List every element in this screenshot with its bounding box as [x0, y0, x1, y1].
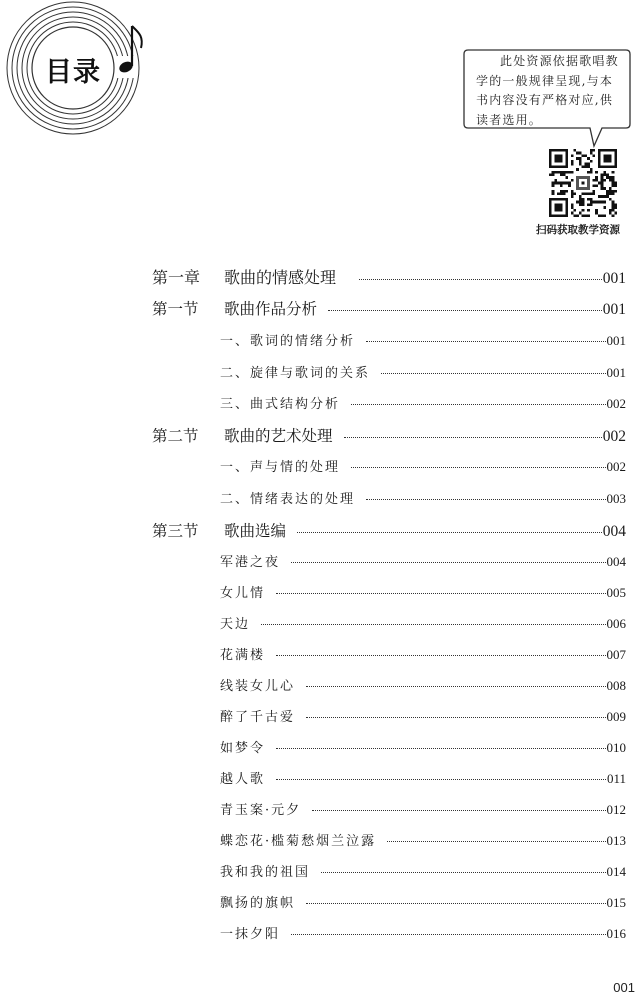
toc-item[interactable] [220, 706, 626, 725]
toc-leader-dots [261, 624, 605, 625]
toc-leader-dots [359, 279, 602, 280]
toc-leader-dots [381, 373, 605, 374]
toc-section[interactable] [152, 297, 626, 319]
toc-title: 天边 [220, 617, 251, 632]
toc-leader-dots [366, 499, 605, 500]
toc-page-number: 014 [606, 864, 626, 879]
toc-item[interactable] [220, 830, 626, 849]
toc-label: 第一节 [152, 300, 199, 318]
toc-leader-dots [306, 903, 605, 904]
toc-title: 军港之夜 [220, 555, 281, 570]
toc-label: 第一章 [152, 268, 201, 287]
toc-title: 二、旋律与歌词的关系 [220, 366, 371, 381]
toc-item[interactable] [220, 675, 626, 694]
toc-page-number: 001 [602, 301, 626, 318]
toc-page-number: 007 [606, 647, 626, 662]
toc-leader-dots [366, 341, 605, 342]
toc-item[interactable] [220, 488, 626, 507]
toc-item[interactable] [220, 861, 626, 880]
toc-leader-dots [344, 437, 602, 438]
toc-item[interactable] [220, 737, 626, 756]
toc-page-number: 008 [606, 678, 626, 693]
toc-item[interactable] [220, 923, 626, 942]
toc-leader-dots [321, 872, 605, 873]
toc-label: 第二节 [152, 427, 199, 445]
toc-leader-dots [351, 467, 605, 468]
qr-code-icon[interactable] [549, 149, 617, 217]
toc-item[interactable] [220, 768, 626, 787]
toc-page-number: 001 [606, 365, 626, 380]
toc-title: 女儿情 [220, 586, 266, 601]
toc-page-number: 004 [606, 554, 626, 569]
toc-title: 歌曲选编 [224, 522, 287, 540]
toc-title: 歌曲作品分析 [224, 300, 318, 318]
toc-title: 我和我的祖国 [220, 865, 311, 880]
toc-title: 一、声与情的处理 [220, 460, 341, 475]
page-number: 001 [613, 980, 635, 995]
toc-leader-dots [387, 841, 605, 842]
toc-title: 二、情绪表达的处理 [220, 492, 356, 507]
toc-leader-dots [312, 810, 605, 811]
toc-page-number: 002 [602, 428, 626, 445]
toc-chapter[interactable] [152, 265, 626, 288]
toc-leader-dots [276, 593, 605, 594]
toc-leader-dots [276, 779, 606, 780]
toc-page-number: 001 [606, 333, 626, 348]
toc-title: 越人歌 [220, 772, 266, 787]
toc-page-number: 011 [606, 771, 626, 786]
toc-title: 歌曲的情感处理 [224, 268, 337, 287]
qr-caption: 扫码获取教学资源 [536, 224, 620, 236]
toc-item[interactable] [220, 582, 626, 601]
toc-leader-dots [291, 562, 605, 563]
toc-leader-dots [351, 404, 605, 405]
toc-leader-dots [306, 686, 605, 687]
toc-item[interactable] [220, 393, 626, 412]
toc-page-number: 012 [606, 802, 626, 817]
toc-item[interactable] [220, 362, 626, 381]
toc-title: 一抹夕阳 [220, 927, 281, 942]
toc-title: 蝶恋花·槛菊愁烟兰泣露 [220, 834, 377, 849]
toc-leader-dots [276, 655, 605, 656]
toc-title: 如梦令 [220, 741, 266, 756]
toc-section[interactable] [152, 424, 626, 446]
resource-note: 此处资源依据歌唱教学的一般规律呈现,与本书内容没有严格对应,供读者选用。 [476, 54, 619, 127]
toc-item[interactable] [220, 456, 626, 475]
toc-page-number: 006 [606, 616, 626, 631]
toc-section[interactable] [152, 519, 626, 541]
toc-leader-dots [306, 717, 605, 718]
toc-page-number: 002 [606, 396, 626, 411]
toc-leader-dots [297, 532, 602, 533]
toc-title: 醉了千古爱 [220, 710, 296, 725]
toc-item[interactable] [220, 799, 626, 818]
toc-item[interactable] [220, 644, 626, 663]
toc-item[interactable] [220, 613, 626, 632]
toc-page-number: 002 [606, 459, 626, 474]
toc-page-number: 004 [602, 523, 626, 540]
page-title: 目录 [45, 57, 101, 88]
toc-page-number: 003 [606, 491, 626, 506]
toc-item[interactable] [220, 330, 626, 349]
toc-title: 三、曲式结构分析 [220, 397, 341, 412]
toc-page-number: 013 [606, 833, 626, 848]
toc-page-number: 001 [602, 270, 626, 287]
toc-page-number: 015 [606, 895, 626, 910]
toc-leader-dots [291, 934, 605, 935]
toc-page-number: 005 [606, 585, 626, 600]
toc-title: 一、歌词的情绪分析 [220, 334, 356, 349]
toc-title: 歌曲的艺术处理 [224, 427, 333, 445]
toc-item[interactable] [220, 551, 626, 570]
toc-page-number: 009 [606, 709, 626, 724]
toc-title: 青玉案·元夕 [220, 803, 302, 818]
toc-leader-dots [328, 310, 602, 311]
toc-page-number: 010 [606, 740, 626, 755]
toc-page-number: 016 [606, 926, 626, 941]
toc-title: 飘扬的旗帜 [220, 896, 296, 911]
toc-leader-dots [276, 748, 605, 749]
toc-item[interactable] [220, 892, 626, 911]
toc-label: 第三节 [152, 522, 199, 540]
toc-title: 花满楼 [220, 648, 266, 663]
toc-title: 线装女儿心 [220, 679, 296, 694]
